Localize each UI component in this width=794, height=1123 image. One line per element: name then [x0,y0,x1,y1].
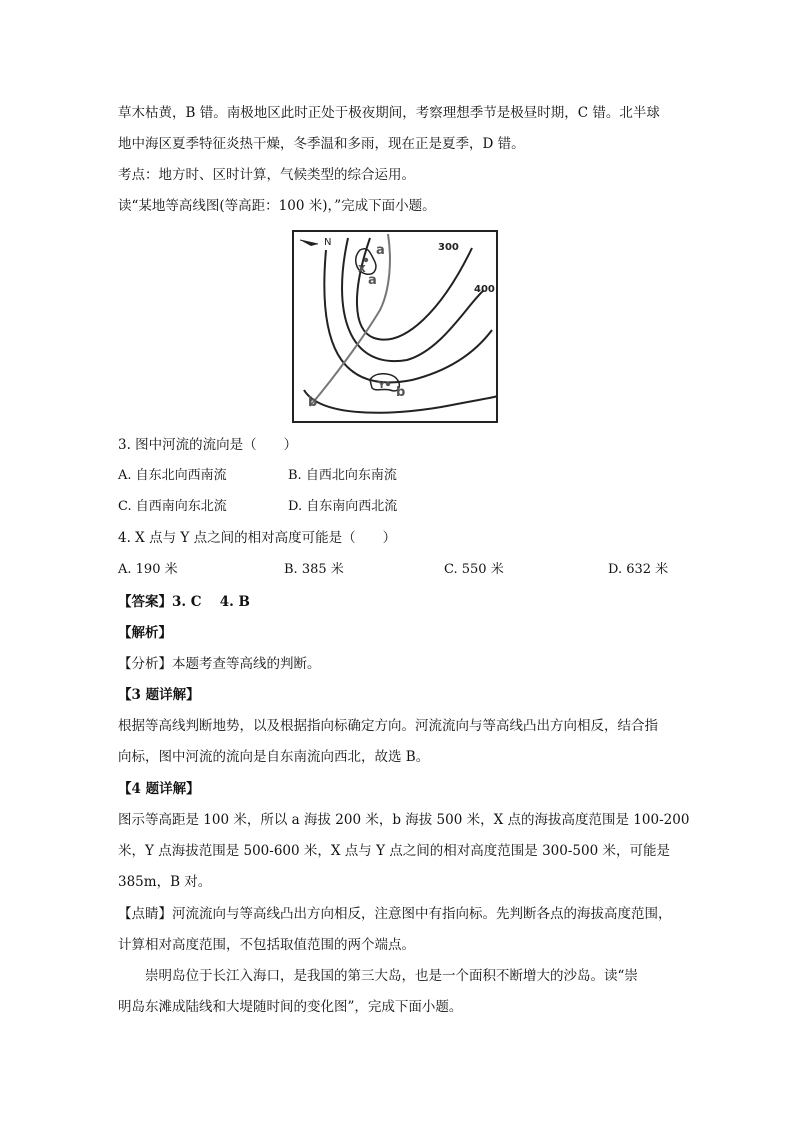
label-a-top: a [376,243,385,258]
q3-detail-line-2: 向标，图中河流的流向是自东南流向西北，故选 B。 [118,749,430,765]
text-line-2: 地中海区夏季特征炎热干燥，冬季温和多雨，现在正是夏季，D 错。 [118,136,525,152]
label-300: 300 [438,242,459,253]
north-label: N [324,237,332,248]
contour-map [292,230,498,424]
tip-line-1: 【点睛】河流流向与等高线凸出方向相反，注意图中有指向标。先判断各点的海拔高度范围， [118,906,672,922]
point-y-marker [386,382,390,386]
q3-option-a: A. 自东北向西南流 [118,468,227,483]
q4-detail-line-2: 米，Y 点海拔范围是 500-600 米，X 点与 Y 点之间的相对高度范围是 300-500 米，可能是 [118,843,670,859]
q4-detail-line-1: 图示等高距是 100 米，所以 a 海拔 200 米，b 海拔 500 米，X 点的海拔高度范围是 100-200 [118,812,690,828]
analysis-heading: 【解析】 [118,625,172,641]
question-4: 4. X 点与 Y 点之间的相对高度可能是（ ） [118,530,397,546]
text-line-3: 考点：地方时、区时计算，气候类型的综合运用。 [118,167,415,183]
label-x: x [358,261,366,275]
q3-detail-heading: 【3 题详解】 [118,687,200,703]
text-line-1: 草木枯黄，B 错。南极地区此时正处于极夜期间，考察理想季节是极昼时期，C 错。北半球 [118,105,660,121]
label-b-right: b [396,385,406,400]
q3-option-b: B. 自西北向东南流 [288,468,397,483]
label-y: Y [378,380,386,391]
q3-detail-line-1: 根据等高线判断地势，以及根据指向标确定方向。河流流向与等高线凸出方向相反，结合指 [118,718,658,734]
tip-line-2: 计算相对高度范围，不包括取值范围的两个端点。 [118,937,415,953]
q3-option-c: C. 自西南向东北流 [118,499,227,514]
chongming-line-1: 崇明岛位于长江入海口，是我国的第三大岛，也是一个面积不断增大的沙岛。读“崇 [118,968,638,984]
q4-detail-heading: 【4 题详解】 [118,781,200,797]
question-3: 3. 图中河流的流向是（ ） [118,437,298,453]
chongming-line-2: 明岛东滩成陆线和大堤随时间的变化图”，完成下面小题。 [118,999,463,1015]
north-arrow-icon [300,240,318,246]
q4-option-d: D. 632 米 [608,562,669,577]
q4-option-b: B. 385 米 [284,562,344,577]
label-400: 400 [474,284,495,295]
q4-detail-line-3: 385m，B 对。 [118,874,212,890]
contour-line-400 [324,250,492,382]
analysis-summary: 【分析】本题考查等高线的判断。 [118,656,321,672]
label-a-bottom: a [368,273,377,288]
q3-option-d: D. 自东南向西北流 [288,499,398,514]
q4-option-c: C. 550 米 [444,562,504,577]
label-b-left: b [308,395,318,410]
answer-line: 【答案】3. C 4. B [118,594,250,610]
text-line-4: 读“某地等高线图(等高距：100 米)，”完成下面小题。 [118,198,436,214]
q4-option-a: A. 190 米 [118,562,178,577]
